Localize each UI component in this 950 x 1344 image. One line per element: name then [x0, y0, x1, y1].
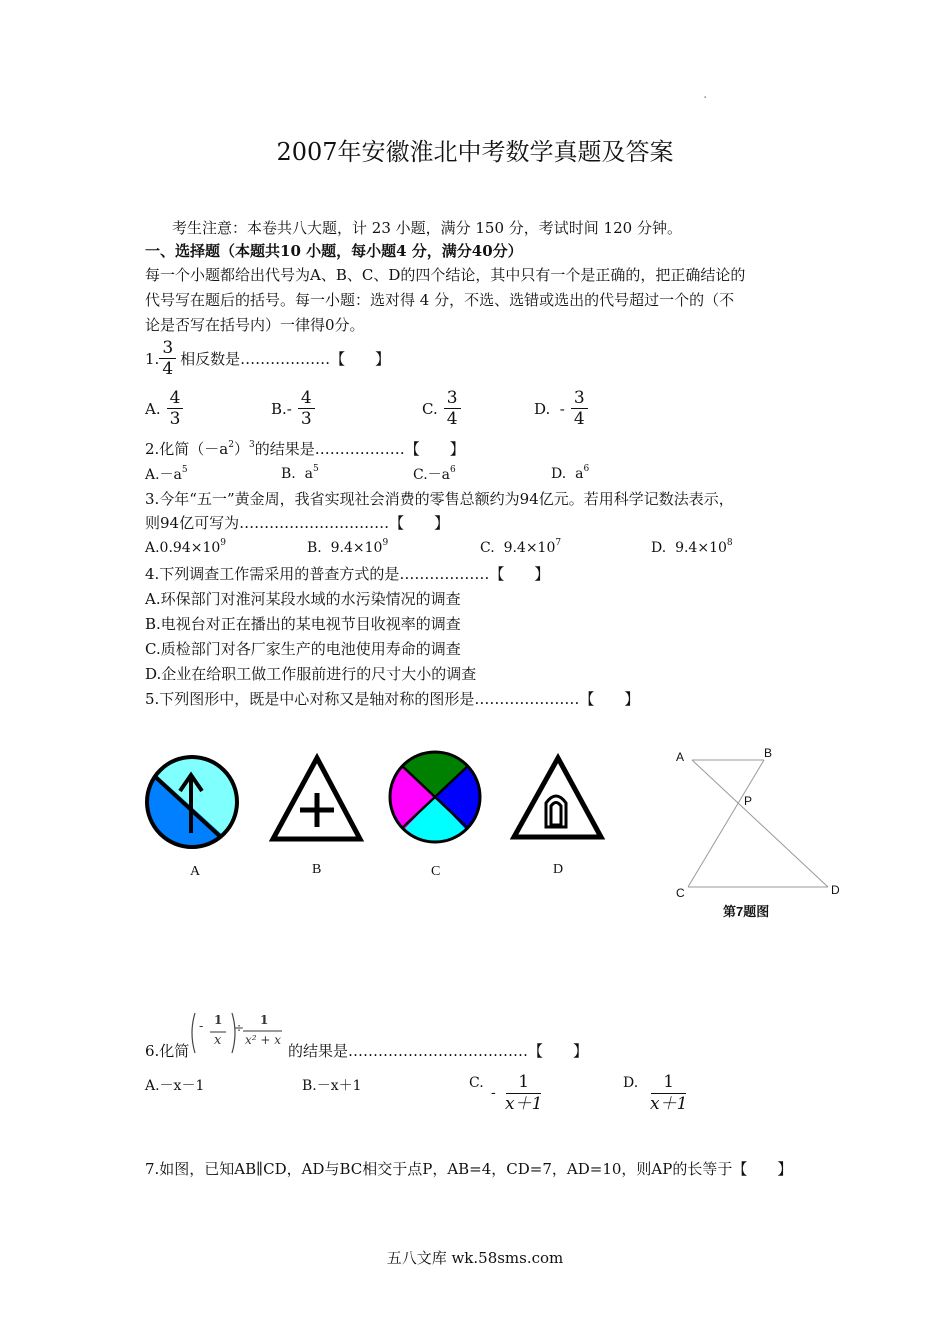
q2-exp3: 3: [249, 440, 255, 450]
instructions-line-2: 代号写在题后的括号。每一小题：选对得 4 分，不选、选错或选出的代号超过一个的（不: [145, 291, 735, 309]
q3-c-exp: 7: [555, 538, 562, 548]
fig7-point-a: A: [676, 750, 685, 764]
q1-c-label: C.: [422, 399, 438, 418]
q1-frac-num: 3: [159, 338, 176, 359]
corner-mark: ·: [703, 90, 708, 106]
fig7-caption: 第7题图: [723, 904, 770, 919]
q1-b-num: 4: [298, 388, 315, 409]
q3-c-text: C. 9.4×10: [480, 540, 556, 556]
q2-c-exp: 6: [450, 465, 456, 475]
q6-num-1: 1: [214, 1013, 223, 1027]
figure-a-icon: [140, 745, 250, 855]
figure-c-label: C: [431, 864, 441, 879]
q3-d-exp: 8: [726, 538, 733, 548]
q1-c-fraction: [444, 388, 461, 429]
q5-figures: [140, 745, 620, 855]
q6-option-b: B.－x＋1: [302, 1078, 362, 1094]
instructions-line-1: 每一个小题都给出代号为A、B、C、D的四个结论，其中只有一个是正确的，把正确结论的: [145, 266, 746, 284]
figure-d-label: D: [553, 862, 564, 877]
q2-b-exp: 5: [313, 464, 319, 474]
q6-option-a: A.－x－1: [145, 1078, 205, 1094]
q7-stem: 7.如图，已知AB∥CD，AD与BC相交于点P，AB=4，CD=7，AD=10，则AP的长等于【 】: [145, 1160, 793, 1178]
q3-option-b: [307, 538, 388, 556]
q6-d-num: 1: [651, 1072, 686, 1094]
q4-option-c: C.质检部门对各厂家生产的电池使用寿命的调查: [145, 640, 461, 658]
q1-c-den: 4: [446, 409, 458, 429]
q1-a-label: A.: [145, 399, 161, 418]
q2-stem-a: 2.化简（－a: [145, 440, 229, 458]
q6-option-c-sign: -: [491, 1085, 496, 1101]
q6-c-den: x＋1: [505, 1094, 543, 1114]
q6-d-den: x＋1: [650, 1094, 688, 1114]
q1-d-den: 4: [573, 409, 585, 429]
q1-a-num: 4: [167, 388, 184, 409]
figure-a-label: A: [190, 864, 201, 879]
q2-stem-b: ）: [234, 440, 250, 458]
fig7-point-b: B: [764, 746, 773, 760]
footer-source: 五八文库 wk.58sms.com: [386, 1249, 564, 1267]
q2-stem: [145, 438, 465, 459]
q1-a-den: 3: [169, 409, 181, 429]
fig7-point-p: P: [744, 794, 753, 808]
q6-den-x: x: [214, 1033, 222, 1048]
q1-option-d: [534, 388, 588, 429]
q6-option-d-fraction: [650, 1072, 687, 1115]
q1-number: 1.: [145, 349, 160, 368]
q1-b-fraction: [298, 388, 315, 429]
q3-stem-line-1: 3.今年“五一”黄金周，我省实现社会消费的零售总额约为94亿元。若用科学记数法表示，: [145, 490, 734, 508]
segment-ad: [692, 760, 828, 887]
q1-option-b: [271, 388, 315, 429]
q2-exp2: 2: [228, 440, 234, 450]
page-title: 2007年安徽淮北中考数学真题及答案: [276, 138, 674, 166]
q3-option-a: [145, 538, 226, 556]
q6-div-sign: ÷: [234, 1021, 245, 1035]
q4-stem: 4.下列调查工作需采用的普查方式的是………………【 】: [145, 565, 550, 583]
q6-stem-b: 的结果是………………………………【 】: [288, 1042, 589, 1060]
q3-a-text: A.0.94×10: [145, 540, 221, 556]
q1-d-label: D. -: [534, 399, 565, 418]
q1-a-fraction: [167, 388, 184, 429]
q2-b-text: B. a: [281, 466, 313, 482]
q1-fraction: [159, 338, 176, 379]
q6-option-c-fraction: [505, 1072, 542, 1115]
q3-d-text: D. 9.4×10: [651, 540, 727, 556]
q3-a-exp: 9: [220, 538, 227, 548]
q6-den-2: x² + x: [245, 1033, 282, 1047]
section1-heading: 一、选择题（本题共10 小题，每小题4 分，满分40分）: [145, 242, 523, 260]
q2-d-text: D. a: [551, 466, 584, 482]
q6-option-d-label: D.: [623, 1075, 639, 1091]
q4-option-d: D.企业在给职工做工作服前进行的尺寸大小的调查: [145, 665, 477, 683]
q1-stem: [145, 338, 390, 379]
q3-option-d: [651, 538, 733, 556]
q1-c-num: 3: [444, 388, 461, 409]
q6-neg-sign: -: [199, 1019, 204, 1034]
instructions-line-3: 论是否写在括号内）一律得0分。: [145, 316, 365, 334]
q3-option-c: [480, 538, 561, 556]
figure-b-icon: [273, 758, 360, 839]
q3-stem-line-2: 则94亿可写为…………………………【 】: [145, 514, 450, 532]
q1-frac-den: 4: [162, 359, 174, 379]
q4-option-b: B.电视台对正在播出的某电视节目收视率的调查: [145, 615, 461, 633]
q1-d-num: 3: [571, 388, 588, 409]
q2-a-text: A.－a: [145, 467, 182, 483]
q6-option-c-label: C.: [469, 1075, 484, 1091]
fig7-point-c: C: [676, 886, 685, 900]
q2-c-text: C.－a: [413, 467, 451, 483]
q2-a-exp: 5: [181, 465, 188, 475]
q6-c-num: 1: [506, 1072, 541, 1094]
q1-option-a: [145, 388, 183, 429]
q4-option-a: A.环保部门对淮河某段水域的水污染情况的调查: [145, 590, 461, 608]
q1-option-c: [422, 388, 461, 429]
q1-d-fraction: [571, 388, 588, 429]
q6-stem-a: 6.化简: [145, 1042, 190, 1060]
exam-notice: 考生注意：本卷共八大题，计 23 小题，满分 150 分，考试时间 120 分钟。: [172, 219, 682, 237]
q2-option-b: [281, 464, 319, 482]
q1-b-den: 3: [300, 409, 312, 429]
figure-c-icon: [380, 745, 490, 855]
fig7-diagram: [670, 740, 850, 900]
figure-d-icon: [514, 758, 601, 837]
q2-option-a: [145, 464, 188, 484]
q3-b-exp: 9: [382, 538, 389, 548]
q2-option-d: [551, 464, 589, 482]
q6-num-2: 1: [260, 1013, 269, 1027]
q5-stem: 5.下列图形中，既是中心对称又是轴对称的图形是…………………【 】: [145, 690, 640, 708]
figure-b-label: B: [312, 862, 322, 877]
q2-option-c: [413, 464, 456, 484]
q2-stem-c: 的结果是………………【 】: [254, 440, 465, 458]
q1-b-label: B.-: [271, 399, 292, 418]
segment-bc: [688, 760, 764, 887]
q2-d-exp: 6: [583, 464, 590, 474]
q1-stem-text: 相反数是………………【 】: [180, 350, 391, 368]
q3-b-text: B. 9.4×10: [307, 540, 383, 556]
fig7-point-d: D: [831, 883, 840, 897]
